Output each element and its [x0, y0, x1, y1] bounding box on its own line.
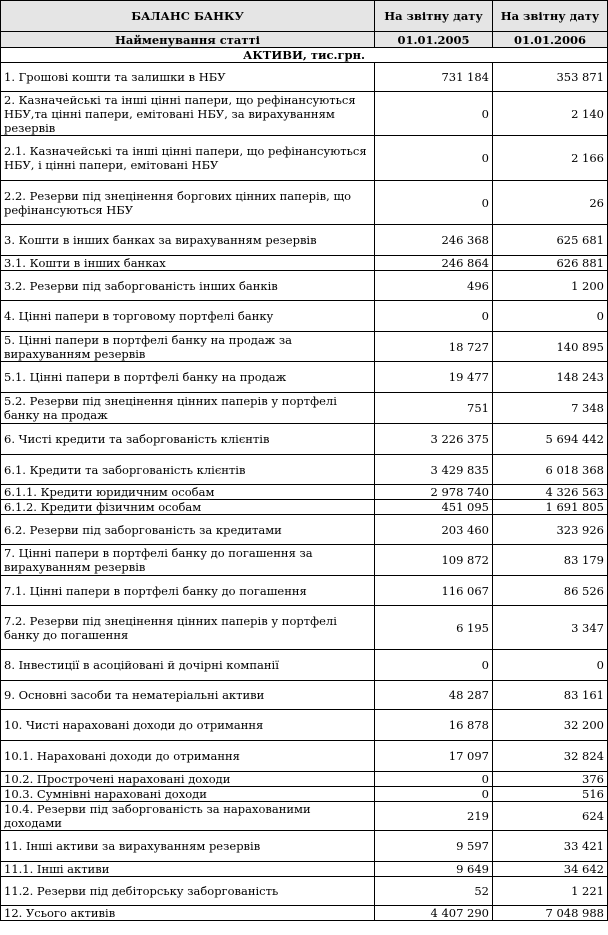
value-2005: 109 872 — [375, 545, 493, 576]
value-2005: 16 878 — [375, 710, 493, 741]
row-label: 4. Цінні папери в торговому портфелі банку — [1, 301, 375, 332]
value-2006: 0 — [493, 650, 608, 681]
row-label: 10.3. Сумнівні нараховані доходи — [1, 787, 375, 802]
value-2005: 246 368 — [375, 225, 493, 256]
section-title: АКТИВИ, тис.грн. — [1, 48, 608, 63]
table-row — [1, 256, 608, 271]
row-label: 5.2. Резерви під знецінення цінних паперів у портфелі банку на продаж — [1, 393, 375, 424]
value-2005: 0 — [375, 650, 493, 681]
value-2006: 4 326 563 — [493, 485, 608, 500]
value-2006: 7 048 988 — [493, 906, 608, 921]
value-2006: 2 140 — [493, 92, 608, 136]
value-2006: 0 — [493, 301, 608, 332]
value-2005: 0 — [375, 301, 493, 332]
value-2005: 18 727 — [375, 332, 493, 362]
value-2005: 0 — [375, 772, 493, 787]
table-row — [1, 225, 608, 256]
table-row — [1, 181, 608, 225]
value-2006: 32 824 — [493, 741, 608, 772]
row-label: 5. Цінні папери в портфелі банку на продаж за вирахуванням резервів — [1, 332, 375, 362]
table-row — [1, 92, 608, 136]
table-row — [1, 362, 608, 393]
value-2005: 203 460 — [375, 515, 493, 545]
value-2005: 0 — [375, 787, 493, 802]
value-2005: 3 226 375 — [375, 424, 493, 455]
value-2005: 0 — [375, 181, 493, 225]
row-label: 10. Чисті нараховані доходи до отримання — [1, 710, 375, 741]
date-column-header-1: На звітну дату — [375, 1, 493, 32]
table-row — [1, 63, 608, 92]
value-2006: 516 — [493, 787, 608, 802]
value-2006: 1 200 — [493, 271, 608, 301]
row-label: 6.1. Кредити та заборгованість клієнтів — [1, 455, 375, 485]
value-2006: 140 895 — [493, 332, 608, 362]
date-value-1: 01.01.2005 — [375, 32, 493, 48]
row-label: 6. Чисті кредити та заборгованість клієнтів — [1, 424, 375, 455]
table-row — [1, 906, 608, 921]
value-2006: 626 881 — [493, 256, 608, 271]
value-2005: 48 287 — [375, 681, 493, 710]
value-2005: 4 407 290 — [375, 906, 493, 921]
table-row — [1, 831, 608, 862]
value-2006: 7 348 — [493, 393, 608, 424]
table-title: БАЛАНС БАНКУ — [1, 1, 375, 32]
section-row — [1, 48, 608, 63]
table-row — [1, 515, 608, 545]
row-label: 5.1. Цінні папери в портфелі банку на продаж — [1, 362, 375, 393]
row-label: 7. Цінні папери в портфелі банку до погашення за вирахуванням резервів — [1, 545, 375, 576]
value-2005: 6 195 — [375, 606, 493, 650]
table-row — [1, 500, 608, 515]
row-label: 9. Основні засоби та нематеріальні активи — [1, 681, 375, 710]
row-label: 1. Грошові кошти та залишки в НБУ — [1, 63, 375, 92]
row-label: 6.2. Резерви під заборгованість за кредитами — [1, 515, 375, 545]
row-label: 3. Кошти в інших банках за вирахуванням резервів — [1, 225, 375, 256]
value-2006: 148 243 — [493, 362, 608, 393]
value-2005: 0 — [375, 92, 493, 136]
row-label: 10.1. Нараховані доходи до отримання — [1, 741, 375, 772]
value-2005: 3 429 835 — [375, 455, 493, 485]
row-label: 6.1.1. Кредити юридичним особам — [1, 485, 375, 500]
value-2005: 0 — [375, 136, 493, 181]
table-row — [1, 741, 608, 772]
row-label: 2.1. Казначейські та інші цінні папери, що рефінансуються НБУ, і цінні папери, емітовані НБУ — [1, 136, 375, 181]
table-row — [1, 545, 608, 576]
value-2006: 323 926 — [493, 515, 608, 545]
row-label: 11.1. Інші активи — [1, 862, 375, 877]
subheader-row — [1, 32, 608, 48]
date-column-header-2: На звітну дату — [493, 1, 608, 32]
row-label: 7.2. Резерви під знецінення цінних паперів у портфелі банку до погашення — [1, 606, 375, 650]
table-row — [1, 485, 608, 500]
row-label: 3.1. Кошти в інших банках — [1, 256, 375, 271]
value-2005: 2 978 740 — [375, 485, 493, 500]
value-2006: 34 642 — [493, 862, 608, 877]
table-row — [1, 650, 608, 681]
value-2006: 376 — [493, 772, 608, 787]
value-2006: 86 526 — [493, 576, 608, 606]
value-2006: 83 179 — [493, 545, 608, 576]
value-2005: 751 — [375, 393, 493, 424]
table-row — [1, 136, 608, 181]
value-2006: 2 166 — [493, 136, 608, 181]
value-2006: 624 — [493, 802, 608, 831]
value-2006: 83 161 — [493, 681, 608, 710]
row-label: 2.2. Резерви під знецінення боргових цінних паперів, що рефінансуються НБУ — [1, 181, 375, 225]
value-2005: 496 — [375, 271, 493, 301]
table-row — [1, 862, 608, 877]
row-label: 7.1. Цінні папери в портфелі банку до погашення — [1, 576, 375, 606]
table-row — [1, 271, 608, 301]
table-row — [1, 877, 608, 906]
row-label: 6.1.2. Кредити фізичним особам — [1, 500, 375, 515]
table-row — [1, 332, 608, 362]
table-row — [1, 710, 608, 741]
table-row — [1, 787, 608, 802]
value-2006: 6 018 368 — [493, 455, 608, 485]
table-row — [1, 393, 608, 424]
value-2005: 9 649 — [375, 862, 493, 877]
table-row — [1, 301, 608, 332]
value-2005: 9 597 — [375, 831, 493, 862]
value-2005: 116 067 — [375, 576, 493, 606]
value-2006: 5 694 442 — [493, 424, 608, 455]
value-2005: 451 095 — [375, 500, 493, 515]
table-row — [1, 772, 608, 787]
value-2006: 3 347 — [493, 606, 608, 650]
table-row — [1, 576, 608, 606]
value-2005: 52 — [375, 877, 493, 906]
table-row — [1, 606, 608, 650]
row-label: 3.2. Резерви під заборгованість інших банків — [1, 271, 375, 301]
row-label: 2. Казначейські та інші цінні папери, що рефінансуються НБУ,та цінні папери, емітовані НБУ, за вирахуванням резервів — [1, 92, 375, 136]
date-value-2: 01.01.2006 — [493, 32, 608, 48]
value-2006: 33 421 — [493, 831, 608, 862]
row-label: 8. Інвестиції в асоційовані й дочірні компанії — [1, 650, 375, 681]
value-2005: 19 477 — [375, 362, 493, 393]
value-2006: 1 221 — [493, 877, 608, 906]
table-row — [1, 424, 608, 455]
row-label: 12. Усього активів — [1, 906, 375, 921]
table-row — [1, 455, 608, 485]
value-2006: 625 681 — [493, 225, 608, 256]
table-row — [1, 681, 608, 710]
table-row — [1, 802, 608, 831]
items-column-header: Найменування статті — [1, 32, 375, 48]
row-label: 11.2. Резерви під дебіторську заборгованість — [1, 877, 375, 906]
value-2005: 219 — [375, 802, 493, 831]
value-2005: 246 864 — [375, 256, 493, 271]
value-2006: 26 — [493, 181, 608, 225]
value-2006: 353 871 — [493, 63, 608, 92]
header-row — [1, 1, 608, 32]
value-2005: 17 097 — [375, 741, 493, 772]
row-label: 10.2. Прострочені нараховані доходи — [1, 772, 375, 787]
value-2006: 32 200 — [493, 710, 608, 741]
row-label: 10.4. Резерви під заборгованість за нарахованими доходами — [1, 802, 375, 831]
value-2006: 1 691 805 — [493, 500, 608, 515]
value-2005: 731 184 — [375, 63, 493, 92]
row-label: 11. Інші активи за вирахуванням резервів — [1, 831, 375, 862]
